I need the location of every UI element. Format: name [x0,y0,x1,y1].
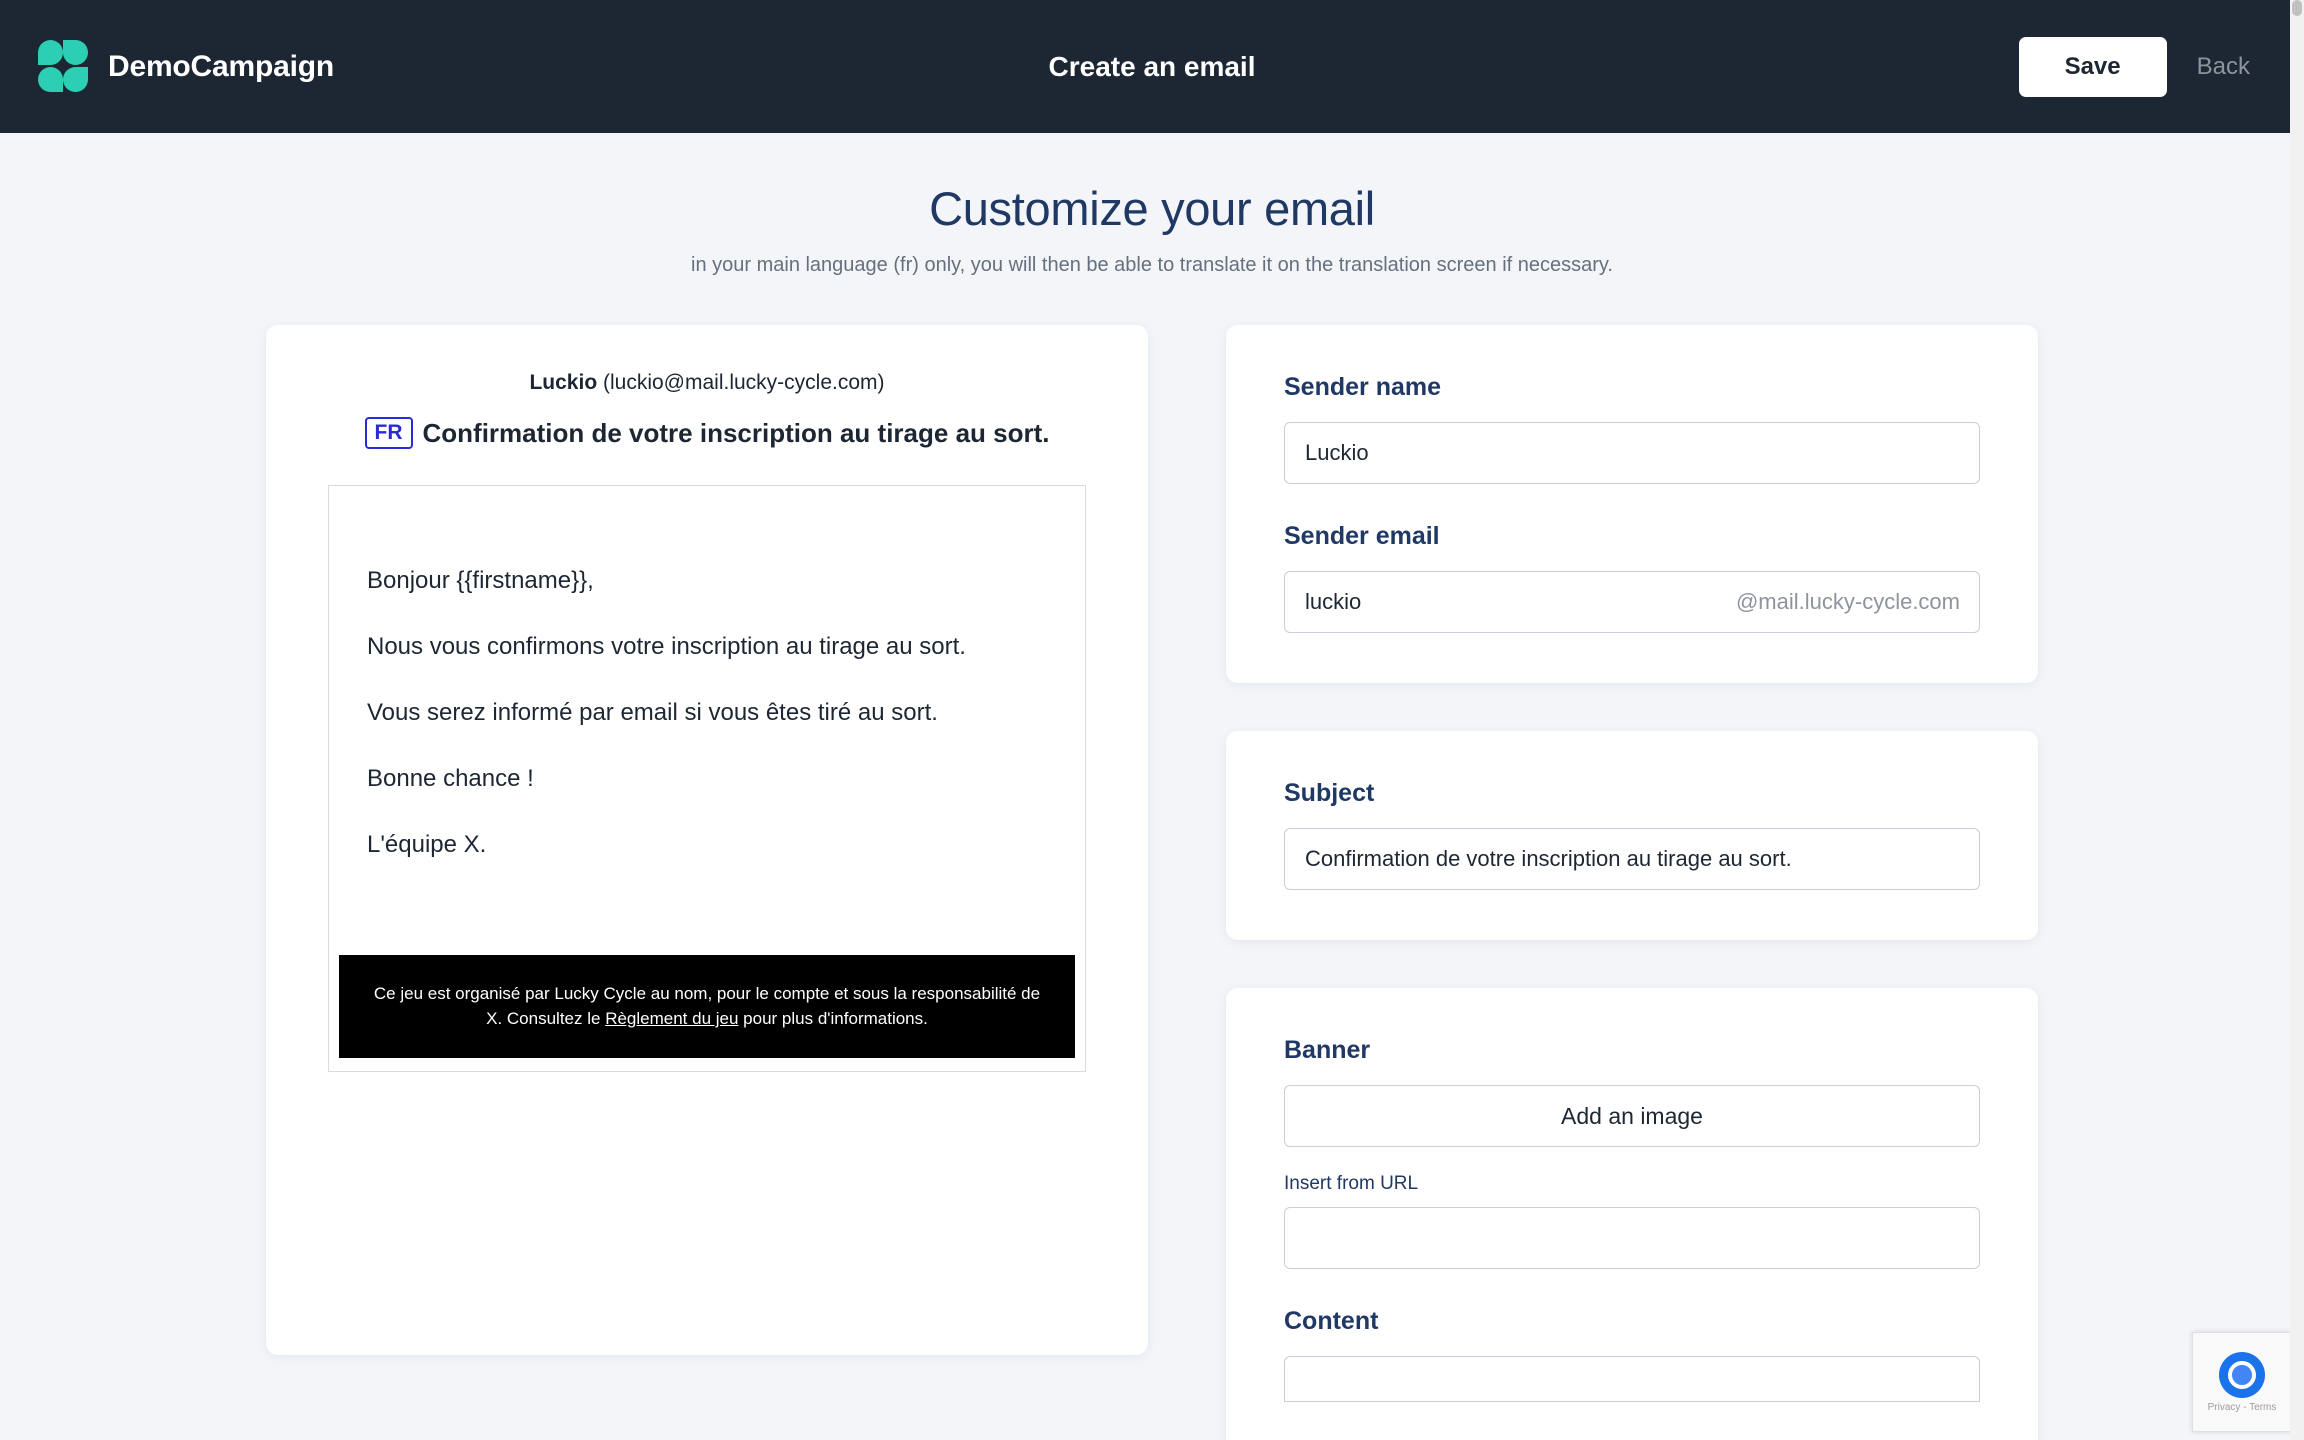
language-badge: FR [365,417,413,449]
page-scrollbar[interactable] [2290,0,2304,1440]
page-body [0,133,2304,1440]
banner-label: Banner [1284,1036,1371,1064]
email-paragraph: Nous vous confirmons votre inscription au tirage au sort. [367,633,966,661]
recaptcha-privacy-link[interactable]: Privacy [2207,1401,2241,1413]
clover-logo-icon [36,40,90,94]
page-scrollbar-thumb[interactable] [2292,0,2302,16]
email-paragraph: Bonjour {{firstname}}, [367,567,594,595]
top-bar [0,0,2304,133]
settings-column [1226,325,2038,1440]
footer-text-before: Ce jeu est organisé par Lucky Cycle au nom, pour le compte et sous la responsabilité de X. Consultez le [373,983,1041,1029]
recaptcha-icon [2219,1352,2265,1398]
brand-name: DemoCampaign [108,49,334,83]
preview-sender-name: Luckio [529,371,598,394]
email-paragraph: L'équipe X. [367,831,487,859]
email-paragraph: Vous serez informé par email si vous êtes tiré au sort. [367,699,938,727]
page-subtitle: in your main language (fr) only, you will then be able to translate it on the translation screen if necessary. [691,254,1613,276]
footer-text-after: pour plus d'informations. [738,1009,928,1029]
recaptcha-separator: - [2240,1401,2250,1413]
sender-panel [1226,325,2038,683]
sender-name-label: Sender name [1284,373,1442,401]
content-columns [0,325,2304,1440]
sender-email-input[interactable] [1284,571,1980,633]
recaptcha-badge [2192,1332,2292,1432]
brand[interactable] [36,40,334,94]
recaptcha-links [2208,1402,2277,1413]
content-label: Content [1284,1307,1379,1335]
email-body [329,486,1085,918]
recaptcha-terms-link[interactable]: Terms [2249,1401,2277,1413]
preview-subject: Confirmation de votre inscription au tirage au sort. [422,417,1050,448]
sender-name-input[interactable] [1284,422,1980,484]
sender-email-label: Sender email [1284,522,1440,550]
save-button[interactable]: Save [2019,37,2167,97]
preview-sender-email: (luckio@mail.lucky-cycle.com) [603,371,885,394]
subject-label: Subject [1284,779,1375,807]
banner-panel [1226,988,2038,1440]
banner-url-input[interactable] [1284,1207,1980,1269]
page-title: Customize your email [929,182,1375,235]
back-button[interactable]: Back [2196,52,2250,80]
email-frame [328,485,1086,1071]
content-editor[interactable] [1284,1356,1980,1402]
insert-from-url-label: Insert from URL [1284,1173,1419,1194]
email-paragraph: Bonne chance ! [367,765,534,793]
sender-email-domain-suffix: @mail.lucky-cycle.com [1735,589,1960,614]
sender-email-field-wrap [1284,571,1980,633]
email-legal-footer [339,955,1075,1058]
preview-sender-line [326,371,1088,395]
add-an-image-button[interactable]: Add an image [1284,1085,1980,1147]
reglement-du-jeu-link[interactable]: Règlement du jeu [605,1009,739,1029]
subject-panel [1226,731,2038,940]
subject-input[interactable] [1284,828,1980,890]
topbar-actions [2019,37,2268,97]
page-header-title: Create an email [1048,50,1256,82]
preview-subject-row [326,417,1088,449]
email-preview-card [266,325,1148,1355]
